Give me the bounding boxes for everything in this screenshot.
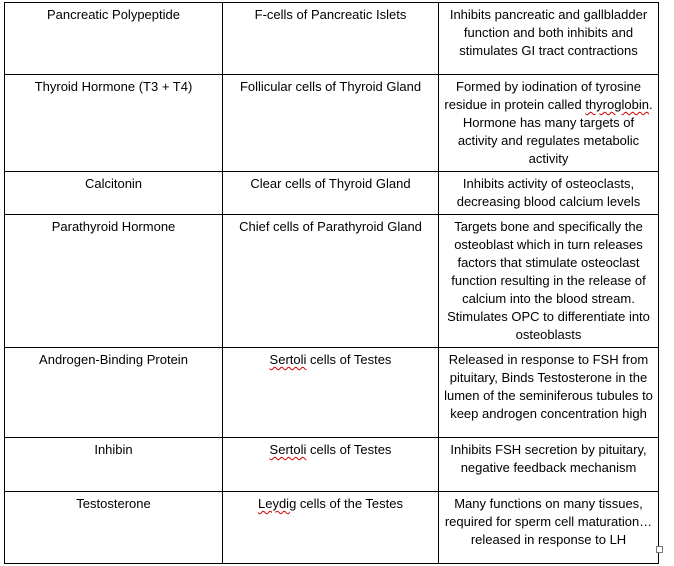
function-text: . Hormone has many targets of activity and regulates metabolic activity (457, 97, 653, 166)
function-cell[interactable]: Inhibits FSH secretion by pituitary, negative feedback mechanism (439, 438, 659, 492)
source-text: cells of Testes (306, 352, 392, 367)
table-row (5, 438, 659, 492)
hormone-cell[interactable]: Inhibin (5, 438, 223, 492)
hormone-cell[interactable]: Thyroid Hormone (T3 + T4) (5, 75, 223, 172)
table-row (5, 172, 659, 215)
function-cell[interactable]: Inhibits pancreatic and gallbladder function and both inhibits and stimulates GI tract contractions (439, 3, 659, 75)
table-row (5, 492, 659, 564)
spellcheck-flagged-word[interactable]: Leydig (257, 496, 297, 511)
table-resize-handle[interactable] (656, 546, 663, 553)
source-cell[interactable]: Clear cells of Thyroid Gland (223, 172, 439, 215)
source-cell[interactable] (223, 348, 439, 438)
function-cell[interactable] (439, 75, 659, 172)
source-text: cells of the Testes (296, 496, 404, 511)
source-cell[interactable]: Follicular cells of Thyroid Gland (223, 75, 439, 172)
table-row (5, 3, 659, 75)
hormone-cell[interactable]: Calcitonin (5, 172, 223, 215)
source-cell[interactable] (223, 492, 439, 564)
hormone-cell[interactable]: Parathyroid Hormone (5, 215, 223, 348)
spellcheck-flagged-word[interactable]: Sertoli (269, 352, 307, 367)
spellcheck-flagged-word[interactable]: Sertoli (269, 442, 307, 457)
hormone-cell[interactable]: Androgen-Binding Protein (5, 348, 223, 438)
spellcheck-flagged-word[interactable]: thyroglobin (585, 97, 649, 112)
hormone-cell[interactable]: Pancreatic Polypeptide (5, 3, 223, 75)
function-cell[interactable]: Inhibits activity of osteoclasts, decreasing blood calcium levels (439, 172, 659, 215)
function-cell[interactable]: Released in response to FSH from pituitary, Binds Testosterone in the lumen of the seminiferous tubules to keep androgen concentration high (439, 348, 659, 438)
table-row (5, 348, 659, 438)
source-cell[interactable] (223, 438, 439, 492)
function-text: Formed by iodination of tyrosine residue in protein called (444, 79, 641, 112)
source-cell[interactable]: Chief cells of Parathyroid Gland (223, 215, 439, 348)
table-row (5, 215, 659, 348)
function-cell[interactable]: Many functions on many tissues, required for sperm cell maturation…released in response to LH (439, 492, 659, 564)
hormone-table (4, 2, 659, 564)
table-row (5, 75, 659, 172)
source-text: cells of Testes (306, 442, 392, 457)
source-cell[interactable]: F-cells of Pancreatic Islets (223, 3, 439, 75)
hormone-cell[interactable]: Testosterone (5, 492, 223, 564)
function-cell[interactable]: Targets bone and specifically the osteoblast which in turn releases factors that stimulate osteoclast function resulting in the release of calcium into the blood stream. Stimulates OPC to differentiate into osteoblasts (439, 215, 659, 348)
